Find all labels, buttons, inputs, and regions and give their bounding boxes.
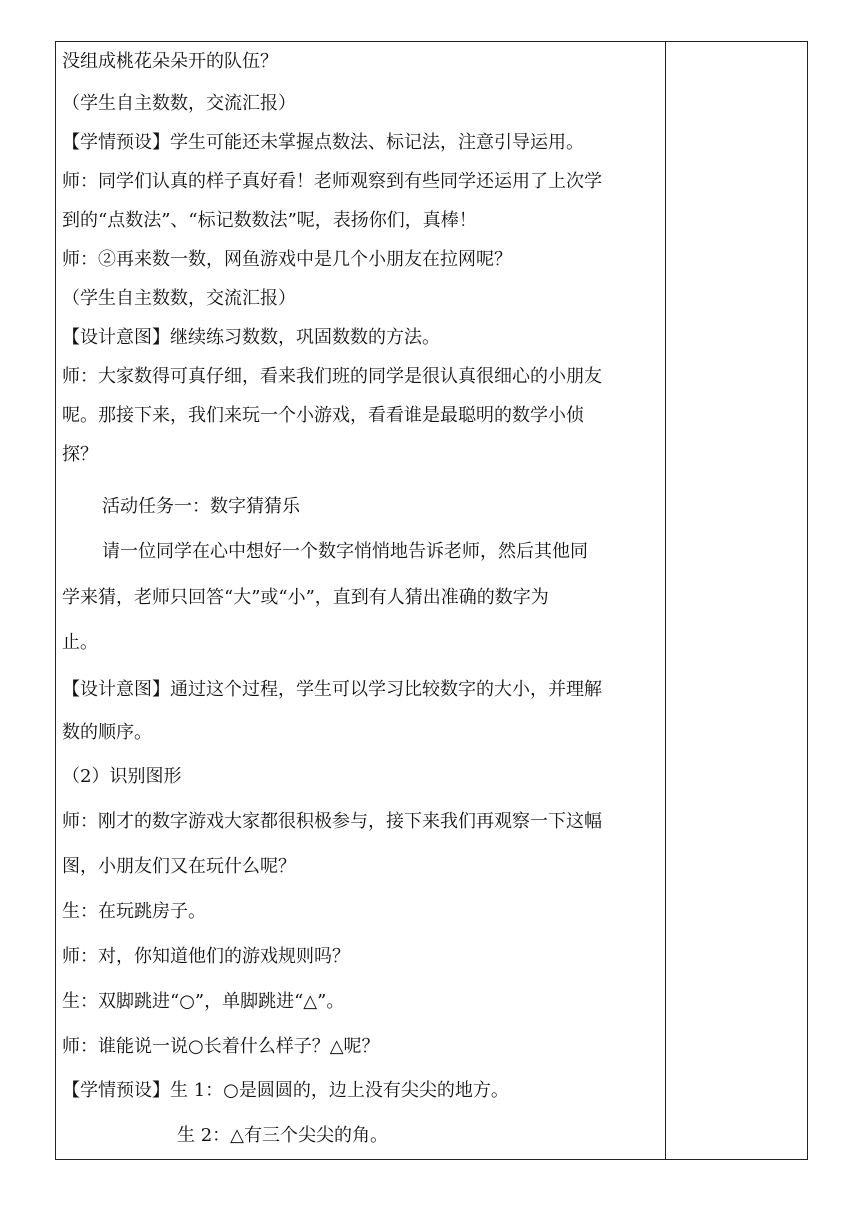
text-line: 师：②再来数一数，网鱼游戏中是几个小朋友在拉网呢？ (62, 249, 512, 270)
text-line: 没组成桃花朵朵开的队伍？ (62, 51, 278, 72)
text-line: （学生自主数数，交流汇报） (62, 93, 296, 114)
text-line: 师：对，你知道他们的游戏规则吗？ (62, 946, 350, 967)
section-heading: （2）识别图形 (62, 766, 182, 787)
text-line: 【学情预设】学生可能还未掌握点数法、标记法，注意引导运用。 (62, 132, 584, 153)
text-line: 师：谁能说一说○长着什么样子？△呢？ (62, 1036, 380, 1057)
text-line: 【学情预设】生 1：○是圆圆的，边上没有尖尖的地方。 (62, 1080, 509, 1101)
text-line: 到的“点数法”、“标记数数法”呢，表扬你们，真棒！ (62, 210, 477, 231)
text-line: 探？ (62, 444, 98, 465)
text-line: 【设计意图】通过这个过程，学生可以学习比较数字的大小，并理解 (62, 679, 602, 700)
text-line: 师：同学们认真的样子真好看！老师观察到有些同学还运用了上次学 (62, 171, 602, 192)
text-line: 学来猜，老师只回答“大”或“小”，直到有人猜出准确的数字为 (62, 587, 549, 608)
content-cell (56, 42, 665, 1159)
text-line: 止。 (62, 632, 98, 653)
text-line: 请一位同学在心中想好一个数字悄悄地告诉老师，然后其他同 (102, 541, 588, 562)
text-line: 呢。那接下来，我们来玩一个小游戏，看看谁是最聪明的数学小侦 (62, 405, 584, 426)
text-line: 师：大家数得可真仔细，看来我们班的同学是很认真很细心的小朋友 (62, 366, 602, 387)
text-line: 师：刚才的数字游戏大家都很积极参与，接下来我们再观察一下这幅 (62, 811, 602, 832)
text-line: 【设计意图】继续练习数数，巩固数数的方法。 (62, 327, 440, 348)
lesson-table (55, 41, 808, 1160)
text-line: （学生自主数数，交流汇报） (62, 288, 296, 309)
text-line: 图，小朋友们又在玩什么呢？ (62, 856, 296, 877)
text-line: 数的顺序。 (62, 722, 152, 743)
text-line: 生：在玩跳房子。 (62, 901, 206, 922)
text-line: 生 2：△有三个尖尖的角。 (177, 1125, 389, 1146)
text-line: 生：双脚跳进“○”，单脚跳进“△”。 (62, 991, 345, 1012)
notes-cell (666, 42, 807, 1159)
activity-title: 活动任务一：数字猜猜乐 (102, 496, 300, 517)
